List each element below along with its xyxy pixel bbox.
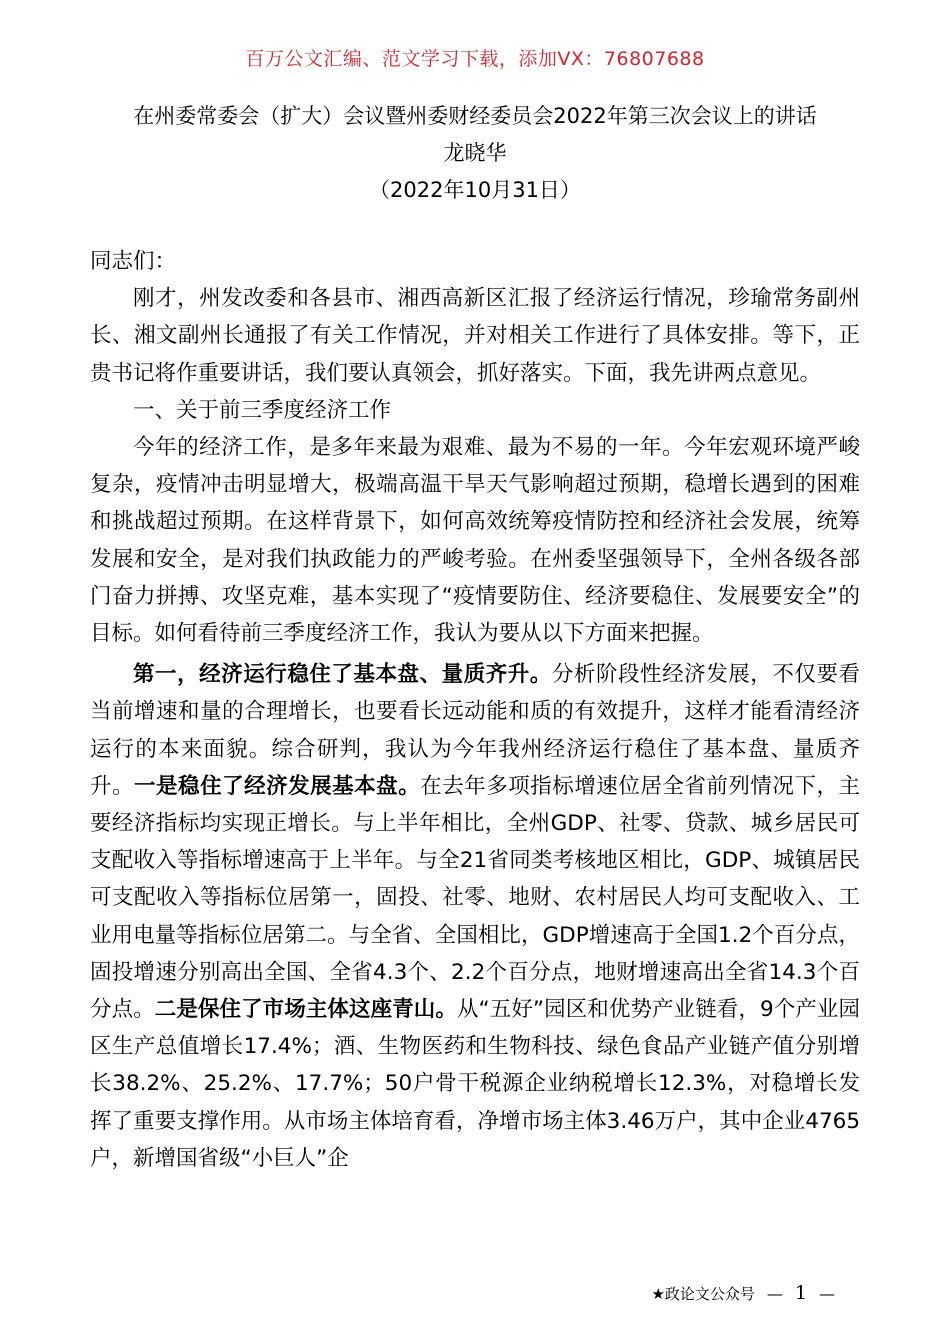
- footer-dash-right: —: [819, 1283, 835, 1303]
- paragraph-first-point: [90, 656, 860, 1177]
- paragraph-intro: 刚才，州发改委和各县市、湘西高新区汇报了经济运行情况，珍瑜常务副州长、湘文副州长通报了有关工作情况，并对相关工作进行了具体安排。等下，正贵书记将作重要讲话，我们要认真领会，抓好落实。下面，我先讲两点意见。: [90, 286, 860, 386]
- document-body: [90, 243, 860, 1177]
- title-block: [60, 98, 890, 209]
- document-title: 在州委常委会（扩大）会议暨州委财经委员会2022年第三次会议上的讲话: [133, 104, 817, 128]
- footer-dash-left: —: [766, 1283, 783, 1303]
- footer-source: ★政论文公众号: [651, 1284, 755, 1303]
- first-point-heading: 第一，经济运行稳住了基本盘、量质齐升。: [133, 662, 552, 688]
- header-ad-text: 百万公文汇编、范文学习下载，添加VX：76807688: [245, 48, 705, 70]
- page-number: 1: [794, 1282, 807, 1304]
- salutation: 同志们：: [90, 249, 177, 274]
- author-name: 龙晓华: [443, 141, 507, 165]
- section-heading-1: 一、关于前三季度经济工作: [133, 397, 392, 423]
- sub-point-2-heading: 二是保住了市场主体这座青山。: [154, 997, 457, 1023]
- page-footer: [651, 1282, 835, 1304]
- paragraph-overview: 今年的经济工作，是多年来最为艰难、最为不易的一年。今年宏观环境严峻复杂，疫情冲击明显增大，极端高温干旱天气影响超过预期，稳增长遇到的困难和挑战超过预期。在这样背景下，如何高效统筹疫情防控和经济社会发展，统筹发展和安全，是对我们执政能力的严峻考验。在州委坚强领导下，全州各级各部门奋力拼搏、攻坚克难，基本实现了“疫情要防住、经济要稳住、发展要安全”的目标。如何看待前三季度经济工作，我认为要从以下方面来把握。: [90, 435, 860, 647]
- first-point-text: 分析阶段性经济发展，不仅要看当前增速和量的合理增长，也要看长远动能和质的有效提升，这样才能看清经济运行的本来面貌。综合研判，我认为今年我州经济运行稳住了基本盘、量质齐升。: [90, 662, 860, 799]
- speech-date: （2022年10月31日）: [369, 178, 581, 202]
- sub-point-1-text: 在去年多项指标增速位居全省前列情况下，主要经济指标均实现正增长。与上半年相比，全州GDP、社零、贷款、城乡居民可支配收入等指标增速高于上半年。与全21省同类考核地区相比，GDP、城镇居民可支配收入等指标位居第一，固投、社零、地财、农村居民人均可支配收入、工业用电量等指标位居第二。与全省、全国相比，GDP增速高于全国1.2个百分点，固投增速分别高出全国、全省4.3个、2.2个百分点，地财增速高出全省14.3个百分点。: [90, 773, 860, 1023]
- sub-point-1-heading: 一是稳住了经济发展基本盘。: [134, 773, 421, 799]
- sub-point-2-text: 从“五好”园区和优势产业链看，9个产业园区生产总值增长17.4%；酒、生物医药和生物科技、绿色食品产业链产值分别增长38.2%、25.2%、17.7%；50户骨干税源企业纳税增长12.3%，对稳增长发挥了重要支撑作用。从市场主体培育看，净增市场主体3.46万户，其中企业4765户，新增国省级“小巨人”企: [90, 997, 860, 1171]
